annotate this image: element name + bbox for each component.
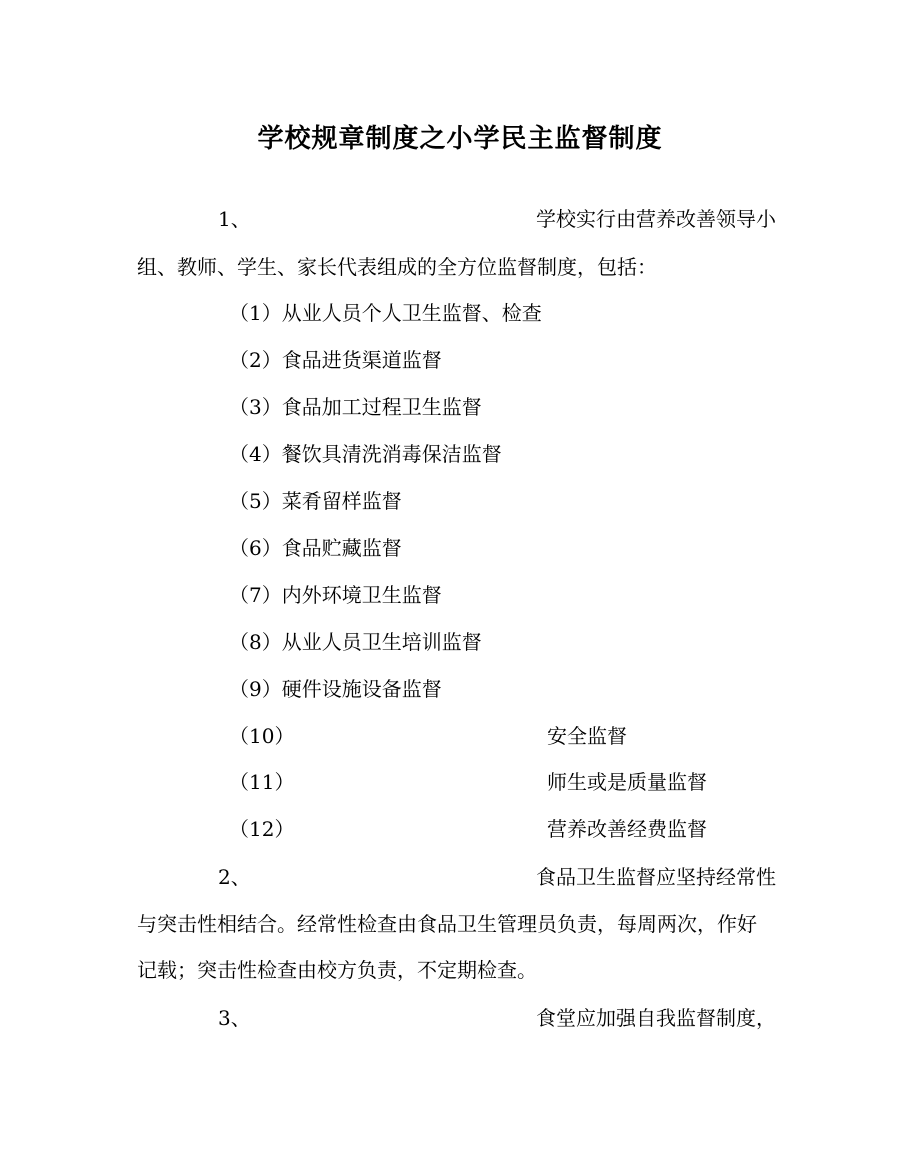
sub-item-7: （7）内外环境卫生监督 <box>229 583 442 607</box>
item-2-number: 2、 <box>218 865 251 889</box>
sub-item-5: （5）菜肴留样监督 <box>229 489 402 513</box>
document-title: 学校规章制度之小学民主监督制度 <box>257 124 663 154</box>
sub-item-10-text: 安全监督 <box>547 724 627 748</box>
sub-item-12-number: （12） <box>229 817 295 841</box>
item-1-text-line1: 学校实行由营养改善领导小 <box>536 207 776 231</box>
item-2-text-line3: 记载；突击性检查由校方负责，不定期检查。 <box>137 958 537 982</box>
item-3-number: 3、 <box>218 1006 251 1030</box>
item-1-text-line2: 组、教师、学生、家长代表组成的全方位监督制度，包括： <box>137 255 657 279</box>
sub-item-2: （2）食品进货渠道监督 <box>229 348 442 372</box>
sub-item-9: （9）硬件设施设备监督 <box>229 677 442 701</box>
sub-item-8: （8）从业人员卫生培训监督 <box>229 630 482 654</box>
sub-item-10-number: （10） <box>229 724 295 748</box>
sub-item-11-number: （11） <box>229 770 295 794</box>
sub-item-4: （4）餐饮具清洗消毒保洁监督 <box>229 442 502 466</box>
sub-item-1: （1）从业人员个人卫生监督、检查 <box>229 301 542 325</box>
item-2-text-line2: 与突击性相结合。经常性检查由食品卫生管理员负责，每周两次，作好 <box>137 912 757 936</box>
sub-item-6: （6）食品贮藏监督 <box>229 536 402 560</box>
item-1-number: 1、 <box>218 207 251 231</box>
sub-item-11-text: 师生或是质量监督 <box>547 770 707 794</box>
item-2-text-line1: 食品卫生监督应坚持经常性 <box>536 865 776 889</box>
item-3-text-line1: 食堂应加强自我监督制度， <box>536 1006 776 1030</box>
sub-item-3: （3）食品加工过程卫生监督 <box>229 395 482 419</box>
sub-item-12-text: 营养改善经费监督 <box>547 817 707 841</box>
